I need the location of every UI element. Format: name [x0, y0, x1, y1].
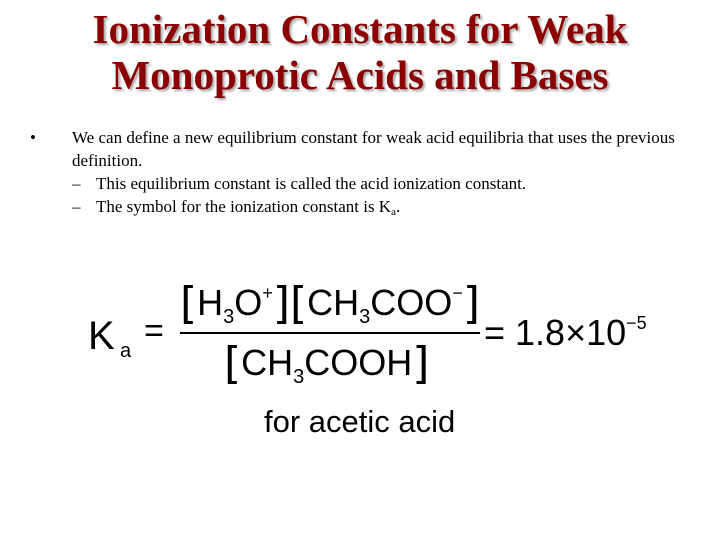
equation-numerator	[180, 278, 480, 329]
fraction-bar	[180, 332, 480, 334]
slide-title	[20, 6, 700, 98]
bracket-right-icon: ]	[272, 278, 290, 329]
h3o-subscript: 3	[223, 306, 235, 328]
equation-caption: for acetic acid	[264, 404, 456, 439]
acetate-charge: −	[452, 283, 463, 303]
acetate-coo: COO	[370, 282, 453, 323]
sub-bullet-text-main: The symbol for the ionization constant is K	[96, 197, 392, 216]
acetate-ch: CH	[307, 282, 360, 323]
result-exponent: −5	[626, 313, 647, 333]
sub-bullet-text	[96, 197, 400, 216]
acetate-subscript: 3	[359, 306, 371, 328]
result-value: = 1.8×10	[484, 312, 627, 353]
bracket-left-icon: [	[180, 278, 198, 329]
acetic-ch: CH	[241, 342, 294, 383]
bracket-left-icon: [	[290, 278, 308, 329]
ka-subscript: a	[391, 206, 396, 218]
bullet-item	[30, 126, 700, 172]
dash-icon: –	[72, 174, 81, 193]
bullet-list	[30, 126, 700, 218]
h3o-charge: +	[262, 283, 273, 303]
dash-icon: –	[72, 197, 81, 216]
sub-bullet-text-end: .	[395, 197, 401, 216]
h3o-h: H	[197, 282, 224, 323]
bullet-text: We can define a new equilibrium constant for weak acid equilibria that uses the previous definition.	[72, 128, 675, 170]
h3o-o: O	[234, 282, 263, 323]
bullet-dot-icon: •	[30, 128, 36, 147]
equation-equals: =	[144, 312, 164, 350]
acetic-cooh: COOH	[304, 342, 413, 383]
equation-denominator	[224, 338, 429, 389]
bracket-left-icon: [	[224, 338, 242, 389]
equation-k: K	[88, 314, 115, 358]
sub-bullet-item	[30, 172, 700, 195]
equation-result	[484, 312, 647, 354]
title-line-1: Ionization Constants for Weak	[92, 6, 628, 52]
acetic-subscript: 3	[293, 366, 305, 388]
sub-bullet-text: This equilibrium constant is called the acid ionization constant.	[96, 174, 527, 193]
bracket-right-icon: ]	[462, 278, 480, 329]
sub-bullet-item	[30, 195, 700, 218]
ka-equation	[88, 268, 688, 388]
title-line-2: Monoprotic Acids and Bases	[111, 52, 609, 98]
equation-k-subscript: a	[120, 340, 132, 362]
bracket-right-icon: ]	[412, 338, 430, 389]
